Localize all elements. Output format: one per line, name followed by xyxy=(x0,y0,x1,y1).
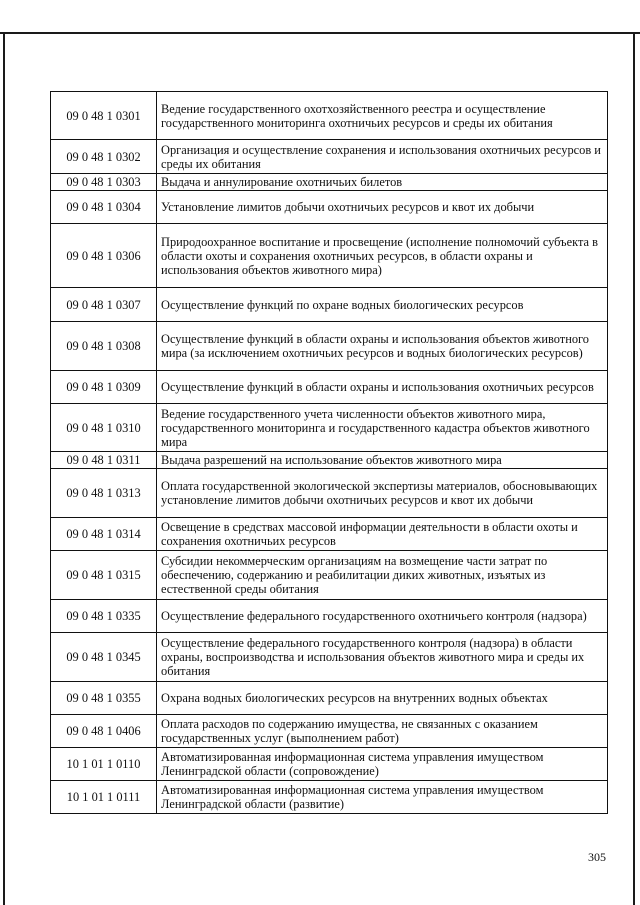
row-code: 10 1 01 1 0110 xyxy=(51,748,157,781)
row-description: Осуществление функций по охране водных биологических ресурсов xyxy=(157,288,608,322)
row-description: Субсидии некоммерческим организациям на возмещение части затрат по обеспечению, содержанию и реабилитации диких животных, изъятых из естественной среды обитания xyxy=(157,551,608,600)
table-row xyxy=(51,371,608,404)
row-description: Ведение государственного охотхозяйственного реестра и осуществление государственного мониторинга охотничьих ресурсов и среды их обитания xyxy=(157,92,608,140)
table-row xyxy=(51,551,608,600)
row-description: Выдача разрешений на использование объектов животного мира xyxy=(157,452,608,469)
row-code: 09 0 48 1 0355 xyxy=(51,682,157,715)
table-row xyxy=(51,682,608,715)
row-description: Установление лимитов добычи охотничьих ресурсов и квот их добычи xyxy=(157,191,608,224)
row-description: Осуществление федерального государственного контроля (надзора) в области охраны, воспроизводства и использования объектов животного мира и среды их обитания xyxy=(157,633,608,682)
row-description: Ведение государственного учета численности объектов животного мира, государственного мониторинга и государственного кадастра объектов животного мира xyxy=(157,404,608,452)
row-code: 09 0 48 1 0345 xyxy=(51,633,157,682)
scan-edge-right xyxy=(633,33,635,905)
row-code: 09 0 48 1 0302 xyxy=(51,140,157,174)
table-row xyxy=(51,92,608,140)
row-description: Осуществление функций в области охраны и использования объектов животного мира (за исключением охотничьих ресурсов и водных биологических ресурсов) xyxy=(157,322,608,371)
budget-code-table-body xyxy=(51,92,608,814)
row-code: 09 0 48 1 0304 xyxy=(51,191,157,224)
table-row xyxy=(51,174,608,191)
table-row xyxy=(51,469,608,518)
row-code: 10 1 01 1 0111 xyxy=(51,781,157,814)
row-code: 09 0 48 1 0406 xyxy=(51,715,157,748)
row-description: Освещение в средствах массовой информации деятельности в области охоты и сохранения охотничьих ресурсов xyxy=(157,518,608,551)
table-row xyxy=(51,715,608,748)
row-description: Автоматизированная информационная система управления имуществом Ленинградской области (сопровождение) xyxy=(157,748,608,781)
row-code: 09 0 48 1 0303 xyxy=(51,174,157,191)
row-code: 09 0 48 1 0310 xyxy=(51,404,157,452)
page-number: 305 xyxy=(588,850,606,864)
row-code: 09 0 48 1 0311 xyxy=(51,452,157,469)
scan-edge-left xyxy=(3,33,5,905)
table-row xyxy=(51,600,608,633)
row-code: 09 0 48 1 0309 xyxy=(51,371,157,404)
table-row xyxy=(51,322,608,371)
table-row xyxy=(51,748,608,781)
row-code: 09 0 48 1 0315 xyxy=(51,551,157,600)
row-description: Охрана водных биологических ресурсов на внутренних водных объектах xyxy=(157,682,608,715)
row-description: Автоматизированная информационная система управления имуществом Ленинградской области (развитие) xyxy=(157,781,608,814)
row-code: 09 0 48 1 0335 xyxy=(51,600,157,633)
table-row xyxy=(51,288,608,322)
row-code: 09 0 48 1 0301 xyxy=(51,92,157,140)
table-row xyxy=(51,633,608,682)
row-code: 09 0 48 1 0306 xyxy=(51,224,157,288)
table-row xyxy=(51,140,608,174)
row-code: 09 0 48 1 0307 xyxy=(51,288,157,322)
scan-edge-top xyxy=(0,32,640,34)
table-row xyxy=(51,452,608,469)
table-row xyxy=(51,518,608,551)
table-row xyxy=(51,224,608,288)
row-description: Осуществление функций в области охраны и использования охотничьих ресурсов xyxy=(157,371,608,404)
budget-code-table xyxy=(50,91,608,814)
row-description: Оплата расходов по содержанию имущества, не связанных с оказанием государственных услуг (выполнением работ) xyxy=(157,715,608,748)
row-description: Природоохранное воспитание и просвещение (исполнение полномочий субъекта в области охоты и сохранения охотничьих ресурсов, в области охраны и использования объектов животного мира) xyxy=(157,224,608,288)
row-code: 09 0 48 1 0314 xyxy=(51,518,157,551)
row-description: Выдача и аннулирование охотничьих билетов xyxy=(157,174,608,191)
row-description: Оплата государственной экологической экспертизы материалов, обосновывающих установление лимитов добычи охотничьих ресурсов и квот их добычи xyxy=(157,469,608,518)
row-code: 09 0 48 1 0313 xyxy=(51,469,157,518)
table-row xyxy=(51,781,608,814)
table-row xyxy=(51,404,608,452)
table-row xyxy=(51,191,608,224)
row-description: Организация и осуществление сохранения и использования охотничьих ресурсов и среды их обитания xyxy=(157,140,608,174)
row-description: Осуществление федерального государственного охотничьего контроля (надзора) xyxy=(157,600,608,633)
row-code: 09 0 48 1 0308 xyxy=(51,322,157,371)
